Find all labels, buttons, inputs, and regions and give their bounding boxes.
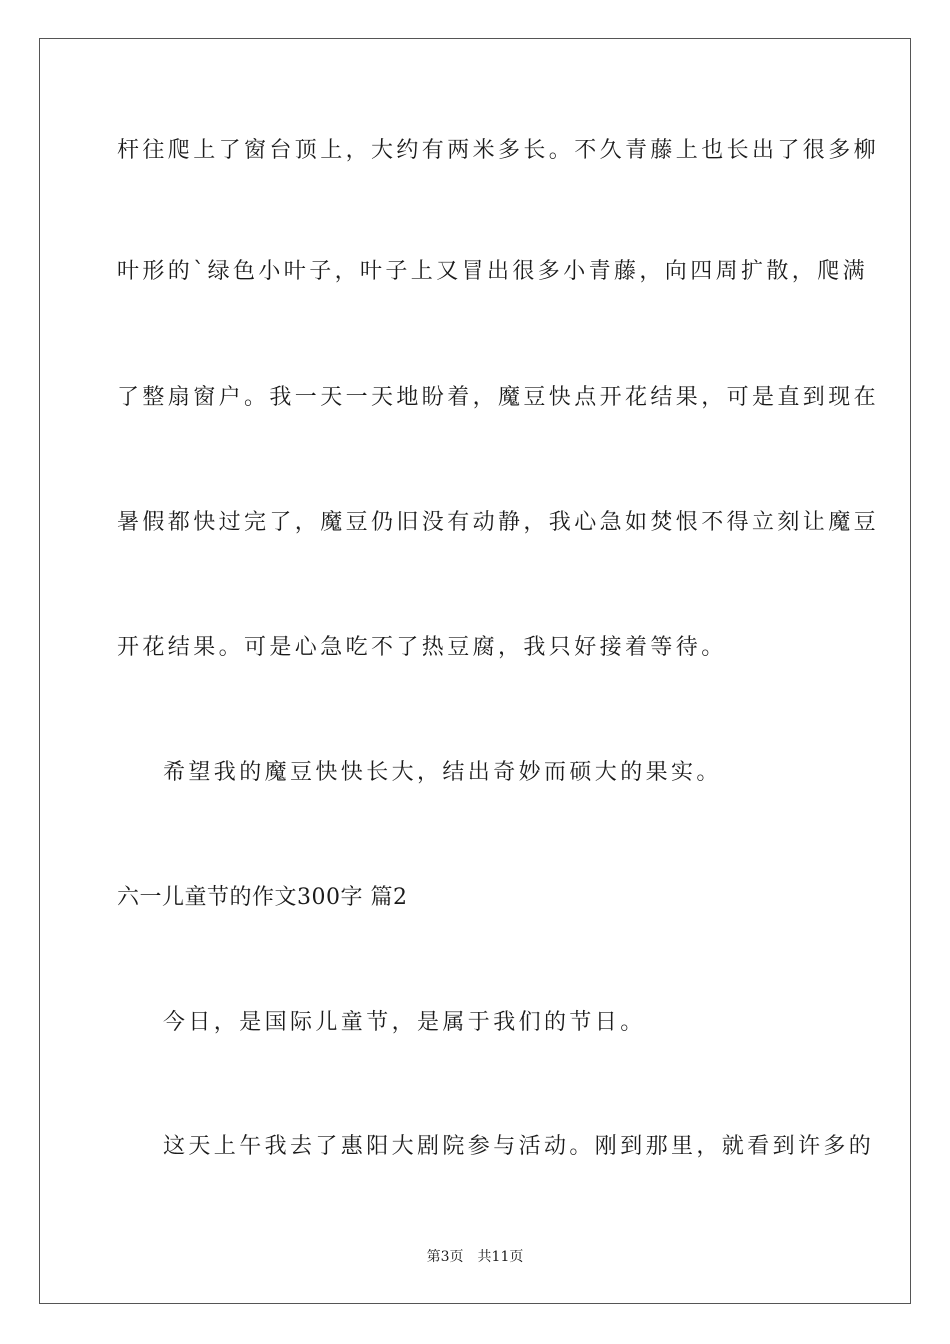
paragraph-line-3: 了整扇窗户。我一天一天地盼着，魔豆快点开花结果，可是直到现在 xyxy=(117,385,880,410)
page-footer xyxy=(0,1248,950,1266)
page-border xyxy=(39,38,911,1304)
paragraph-line-1: 杆往爬上了窗台顶上，大约有两米多长。不久青藤上也长出了很多柳 xyxy=(117,138,880,163)
section-heading: 六一儿童节的作文300字 篇2 xyxy=(117,885,408,910)
section-paragraph-1: 今日，是国际儿童节，是属于我们的节日。 xyxy=(163,1010,646,1035)
paragraph-line-5: 开花结果。可是心急吃不了热豆腐，我只好接着等待。 xyxy=(117,635,727,660)
page-total: 共11页 xyxy=(477,1249,524,1265)
paragraph-line-4: 暑假都快过完了，魔豆仍旧没有动静，我心急如焚恨不得立刻让魔豆 xyxy=(117,510,880,535)
section-paragraph-2: 这天上午我去了惠阳大剧院参与活动。刚到那里，就看到许多的 xyxy=(163,1134,875,1159)
paragraph-line-2: 叶形的`绿色小叶子，叶子上又冒出很多小青藤，向四周扩散，爬满 xyxy=(117,259,869,284)
closing-paragraph: 希望我的魔豆快快长大，结出奇妙而硕大的果实。 xyxy=(163,760,722,785)
page-number: 第3页 xyxy=(426,1249,464,1265)
